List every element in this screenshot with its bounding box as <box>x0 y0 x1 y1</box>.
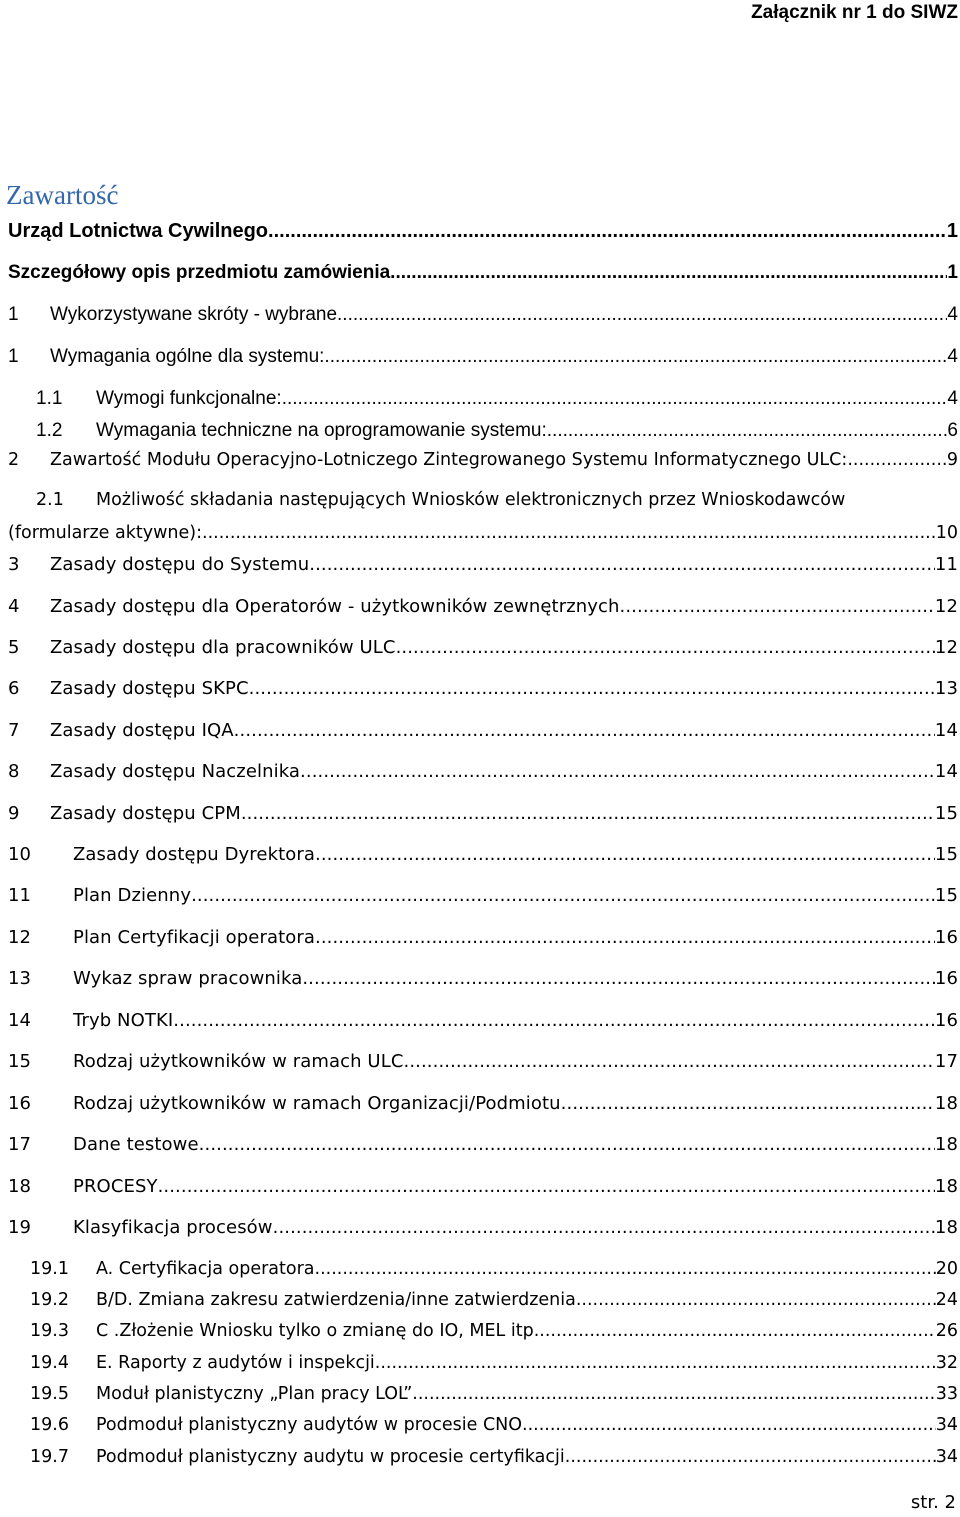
toc-entry[interactable] <box>8 347 958 366</box>
toc-entry-number: 1.1 <box>36 388 63 409</box>
toc-entry[interactable] <box>8 846 958 864</box>
toc-entry-number: 17 <box>8 1134 32 1155</box>
toc-entry-text: Zasady dostępu CPM <box>50 803 241 824</box>
toc-entry-page: 18 <box>934 1217 958 1238</box>
toc-entry-text: Zasady dostępu IQA <box>50 720 234 741</box>
toc-entry-number: 2.1 <box>36 490 64 510</box>
toc-entry-number: 19.4 <box>30 1353 69 1373</box>
toc-entry[interactable] <box>8 452 958 470</box>
toc-entry-text: Zasady dostępu do Systemu <box>50 554 310 575</box>
toc-leader-dots <box>191 887 935 905</box>
toc-entry-number: 19.3 <box>30 1321 69 1341</box>
toc-entry-text: Plan Certyfikacji operatora <box>73 927 316 948</box>
toc-leader-dots <box>565 1449 936 1467</box>
toc-entry-text: Podmoduł planistyczny audytów w procesie CNO <box>96 1415 523 1435</box>
toc-leader-dots <box>282 389 948 408</box>
toc-entry-page: 15 <box>934 803 958 824</box>
toc-leader-dots <box>300 763 935 781</box>
toc-entry-page: 33 <box>935 1384 958 1404</box>
toc-entry-page: 34 <box>935 1415 958 1435</box>
toc-entry[interactable] <box>8 805 958 823</box>
toc-entry-text: Podmoduł planistyczny audytu w procesie certyfikacji <box>96 1447 565 1467</box>
toc-entry-text: Możliwość składania następujących Wniosków elektronicznych przez Wnioskodawców <box>96 490 846 510</box>
toc-entry-number: 19.1 <box>30 1259 69 1279</box>
toc-entry-page: 4 <box>947 304 958 325</box>
toc-leader-dots <box>241 805 935 823</box>
toc-entry-text: Wykaz spraw pracownika <box>73 968 303 989</box>
toc-entry-number: 19.5 <box>30 1384 69 1404</box>
toc-entry-page: 4 <box>947 346 958 367</box>
toc-leader-dots <box>539 1323 935 1341</box>
toc-leader-dots <box>309 556 935 574</box>
annex-header: Załącznik nr 1 do SIWZ <box>751 2 958 23</box>
toc-entry-number: 19.7 <box>30 1447 69 1467</box>
toc-entry-number: 18 <box>8 1176 32 1197</box>
toc-leader-dots <box>576 1292 936 1310</box>
toc-entry-number: 14 <box>8 1010 32 1031</box>
toc-leader-dots <box>620 598 935 616</box>
toc-entry-number: 13 <box>8 968 32 989</box>
toc-leader-dots <box>202 525 936 543</box>
toc-entry-number: 2 <box>8 450 20 470</box>
toc-entry[interactable] <box>8 305 958 324</box>
toc-entry-page: 14 <box>934 761 958 782</box>
toc-entry-text: Wymogi funkcjonalne: <box>96 388 282 409</box>
toc-entry[interactable] <box>30 1417 958 1435</box>
toc-entry-number: 3 <box>8 554 20 575</box>
toc-entry-page: 24 <box>935 1290 958 1310</box>
toc-entry-page: 9 <box>946 450 958 470</box>
toc-entry[interactable] <box>30 1323 958 1341</box>
toc-entry-number: 16 <box>8 1093 32 1114</box>
toc-entry-number: 7 <box>8 720 20 741</box>
toc-entry[interactable] <box>8 1219 958 1237</box>
toc-entry-number: 9 <box>8 803 20 824</box>
toc-entry-text: Zasady dostępu SKPC <box>50 678 249 699</box>
toc-entry-text: E. Raporty z audytów i inspekcji <box>96 1353 375 1373</box>
toc-entry-text: Zasady dostępu Dyrektora <box>73 844 315 865</box>
toc-entry-text: Rodzaj użytkowników w ramach Organizacji/Podmiotu <box>73 1093 561 1114</box>
toc-entry[interactable] <box>8 221 958 241</box>
toc-entry-text: Szczegółowy opis przedmiotu zamówienia <box>8 262 391 283</box>
toc-entry-page: 4 <box>947 388 958 409</box>
toc-entry[interactable] <box>30 1449 958 1467</box>
toc-entry-page: 14 <box>934 720 958 741</box>
toc-entry[interactable] <box>8 598 958 616</box>
toc-leader-dots <box>315 846 935 864</box>
toc-entry-text: Klasyfikacja procesów <box>73 1217 273 1238</box>
toc-leader-dots <box>234 722 935 740</box>
toc-entry[interactable] <box>8 680 958 698</box>
toc-entry-page: 16 <box>934 927 958 948</box>
toc-leader-dots <box>375 1355 936 1373</box>
toc-entry-page: 10 <box>935 523 958 543</box>
toc-entry-number: 19.6 <box>30 1415 69 1435</box>
toc-leader-dots <box>522 1417 936 1435</box>
toc-entry-text: Plan Dzienny <box>73 885 192 906</box>
toc-entry-page: 26 <box>935 1321 958 1341</box>
toc-entry-page: 16 <box>934 968 958 989</box>
toc-leader-dots <box>324 347 947 366</box>
toc-entry-page: 20 <box>935 1259 958 1279</box>
toc-entry-text: A. Certyfikacja operatora <box>96 1259 315 1279</box>
toc-leader-dots <box>173 1012 935 1030</box>
toc-entry-page: 15 <box>934 885 958 906</box>
toc-entry[interactable] <box>36 421 958 440</box>
toc-leader-dots <box>315 1261 936 1279</box>
toc-entry-number: 8 <box>8 761 20 782</box>
toc-entry-text: Urząd Lotnictwa Cywilnego <box>8 220 269 242</box>
toc-leader-dots <box>199 1136 935 1154</box>
toc-entry[interactable] <box>8 639 958 657</box>
toc-entry-page: 17 <box>934 1051 958 1072</box>
toc-entry-number: 10 <box>8 844 32 865</box>
toc-entry-page: 34 <box>935 1447 958 1467</box>
toc-entry-text: Zawartość Modułu Operacyjno-Lotniczego Zintegrowanego Systemu Informatycznego ULC: <box>50 450 848 470</box>
toc-entry-continuation[interactable] <box>8 525 958 543</box>
toc-entry-page: 12 <box>934 637 958 658</box>
toc-entry-page: 18 <box>934 1134 958 1155</box>
toc-entry[interactable] <box>30 1355 958 1373</box>
toc-entry-page: 11 <box>934 554 958 575</box>
toc-entry[interactable] <box>30 1261 958 1279</box>
toc-leader-dots <box>337 305 947 324</box>
toc-leader-dots <box>547 421 948 440</box>
page-number: str. 2 <box>910 1492 956 1513</box>
toc-leader-dots <box>315 929 935 947</box>
toc-entry-text: PROCESY <box>73 1176 158 1197</box>
toc-entry-text: C .Złożenie Wniosku tylko o zmianę do IO, MEL itp. <box>96 1321 540 1341</box>
toc-entry-text: Dane testowe <box>73 1134 199 1155</box>
toc-entry[interactable] <box>8 763 958 781</box>
toc-leader-dots <box>847 452 947 470</box>
toc-entry[interactable] <box>8 1053 958 1071</box>
toc-entry-page: 1 <box>947 262 958 283</box>
toc-entry[interactable] <box>8 1136 958 1154</box>
toc-entry-page: 13 <box>934 678 958 699</box>
toc-entry-number: 1 <box>8 304 19 325</box>
toc-entry-page: 18 <box>934 1176 958 1197</box>
toc-entry-number: 15 <box>8 1051 32 1072</box>
toc-entry-text: B/D. Zmiana zakresu zatwierdzenia/inne zatwierdzenia <box>96 1290 576 1310</box>
toc-leader-dots <box>390 263 947 282</box>
toc-entry[interactable] <box>8 1012 958 1030</box>
toc-entry-text: Wykorzystywane skróty - wybrane <box>50 304 338 325</box>
toc-entry-number: 1.2 <box>36 420 63 441</box>
toc-entry[interactable] <box>30 1292 958 1310</box>
toc-leader-dots <box>158 1178 935 1196</box>
toc-entry[interactable] <box>8 929 958 947</box>
toc-entry-number: 11 <box>8 885 32 906</box>
toc-entry-page: 6 <box>947 420 958 441</box>
toc-entry-text: Wymagania ogólne dla systemu: <box>50 346 325 367</box>
toc-entry-page: 1 <box>946 220 958 242</box>
toc-entry-number: 6 <box>8 678 20 699</box>
toc-leader-dots <box>561 1095 935 1113</box>
toc-entry-text: Rodzaj użytkowników w ramach ULC <box>73 1051 404 1072</box>
toc-entry-number: 4 <box>8 596 20 617</box>
toc-leader-dots <box>404 1053 935 1071</box>
toc-entry-number: 19 <box>8 1217 32 1238</box>
toc-entry[interactable] <box>36 389 958 408</box>
toc-entry[interactable] <box>36 492 958 510</box>
toc-entry-text: Zasady dostępu dla Operatorów - użytkowników zewnętrznych <box>50 596 620 617</box>
toc-entry[interactable] <box>8 556 958 574</box>
toc-entry-text: Moduł planistyczny „Plan pracy LOL” <box>96 1384 413 1404</box>
toc-entry-page: 15 <box>934 844 958 865</box>
toc-entry-number: 1 <box>8 346 19 367</box>
toc-entry-page: 16 <box>934 1010 958 1031</box>
toc-entry-number: 19.2 <box>30 1290 69 1310</box>
toc-entry[interactable] <box>30 1386 958 1404</box>
toc-leader-dots <box>273 1219 935 1237</box>
toc-entry-page: 32 <box>935 1353 958 1373</box>
toc-leader-dots <box>268 221 947 241</box>
toc-entry-text: Tryb NOTKI <box>73 1010 174 1031</box>
toc-entry-page: 12 <box>934 596 958 617</box>
toc-entry[interactable] <box>8 970 958 988</box>
toc-entry-text: Wymagania techniczne na oprogramowanie systemu: <box>96 420 547 441</box>
toc-entry-number: 5 <box>8 637 20 658</box>
toc-entry[interactable] <box>8 1095 958 1113</box>
toc-entry[interactable] <box>8 1178 958 1196</box>
toc-entry[interactable] <box>8 263 958 282</box>
toc-entry-text: Zasady dostępu Naczelnika <box>50 761 301 782</box>
toc-leader-dots <box>396 639 935 657</box>
toc-entry[interactable] <box>8 887 958 905</box>
toc-entry-text: (formularze aktywne): <box>8 523 202 543</box>
toc-entry-number: 12 <box>8 927 32 948</box>
toc-entry-text: Zasady dostępu dla pracowników ULC <box>50 637 396 658</box>
toc-leader-dots <box>412 1386 935 1404</box>
toc-title: Zawartość <box>6 180 119 210</box>
toc-entry[interactable] <box>8 722 958 740</box>
toc-leader-dots <box>249 680 935 698</box>
toc-entry-page: 18 <box>934 1093 958 1114</box>
toc-leader-dots <box>302 970 935 988</box>
